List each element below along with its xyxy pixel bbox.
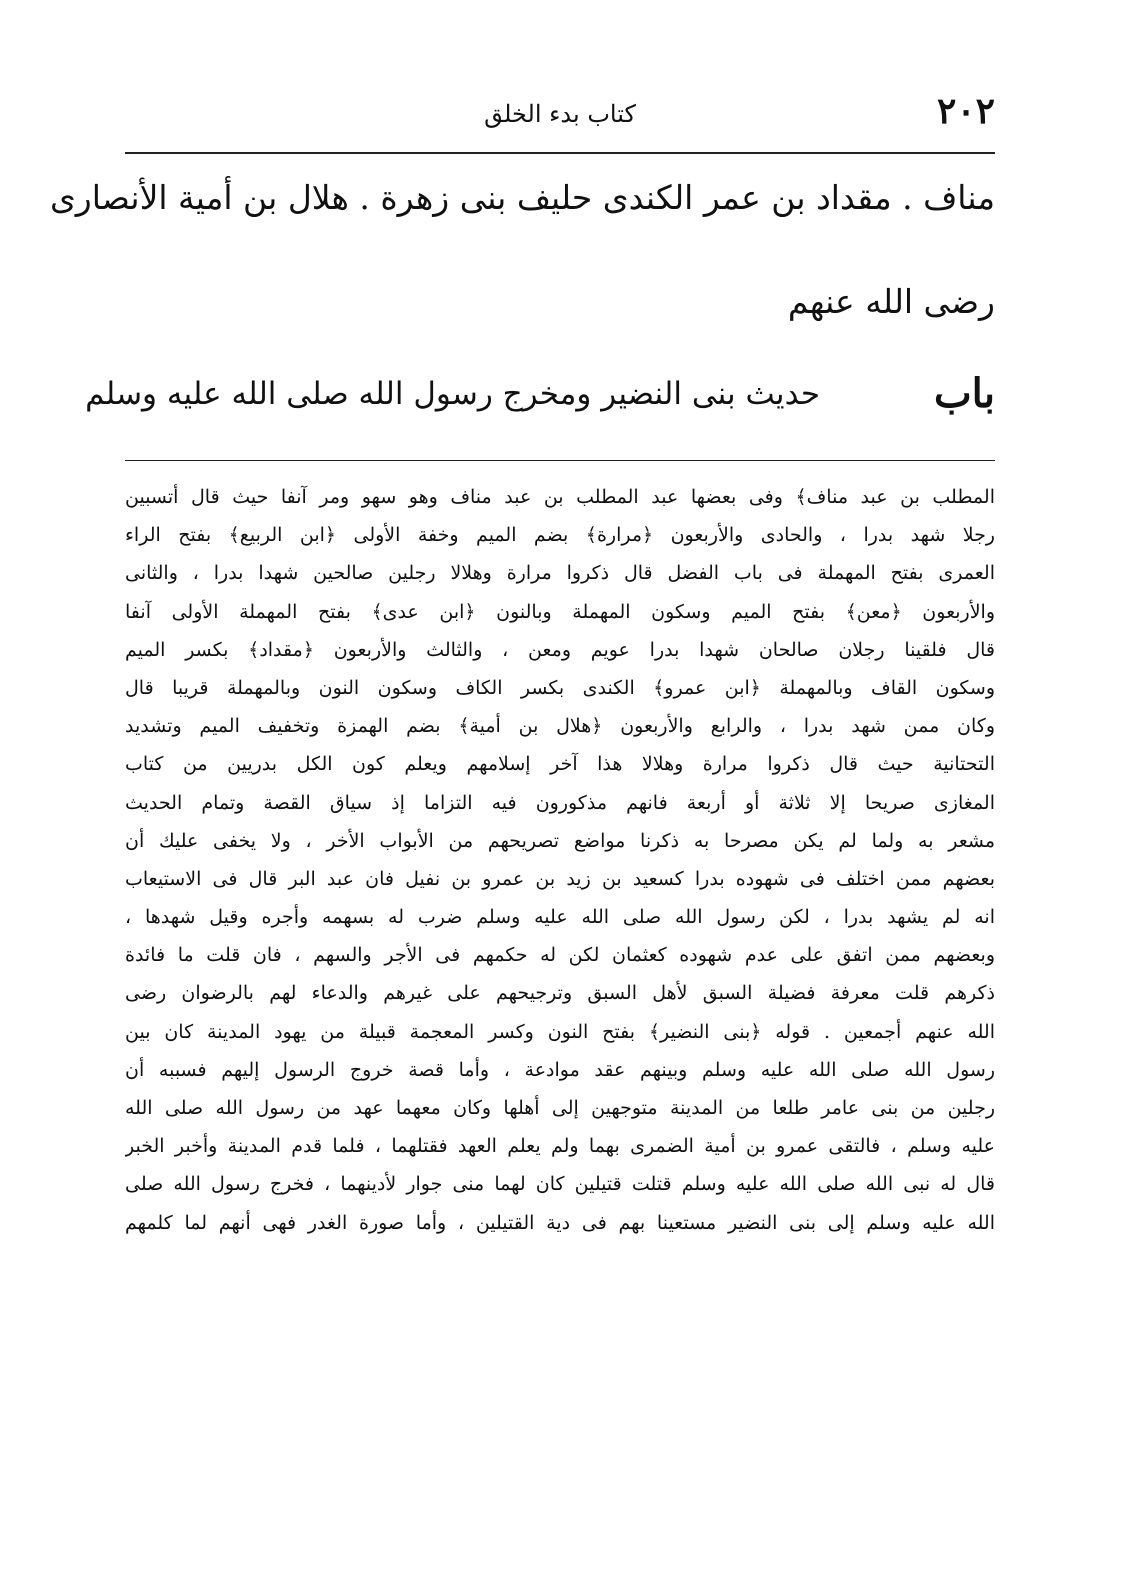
commentary-line: المغازى صريحا إلا ثلاثة أو أربعة فانهم مذكورون فيه التزاما إذ سياق القصة وتمام الحديث xyxy=(125,791,995,814)
running-title: كتاب بدء الخلق xyxy=(484,100,636,128)
commentary-line: الله عليه وسلم إلى بنى النضير مستعينا بهم فى دية القتيلين ، وأما صورة الغدر فهى أنهم لما كلمهم xyxy=(125,1211,995,1234)
commentary-line: رسول الله صلى الله عليه وسلم وبينهم عقد موادعة ، وأما قصة خروج الرسول إليهم فسببه أن xyxy=(125,1058,995,1081)
main-text-line-2: رضى الله عنهم xyxy=(787,282,995,321)
commentary-line: رجلين من بنى عامر طلعا من المدينة متوجهين إلى أهلها وكان معهما عهد من رسول الله صلى الله xyxy=(125,1097,995,1119)
commentary-line: مشعر به ولما لم يكن مصرحا به ذكرنا مواضع تصريحهم من الأبواب الأخر ، ولا يخفى عليك أن xyxy=(125,829,995,852)
chapter-heading xyxy=(85,370,995,442)
commentary-line: وسكون القاف وبالمهملة ﴿ابن عمرو﴾ الكندى بكسر الكاف وسكون النون وبالمهملة قريبا قال xyxy=(125,676,995,699)
commentary xyxy=(125,478,995,1242)
section-divider xyxy=(125,460,995,461)
commentary-line: المطلب بن عبد مناف﴾ وفى بعضها عبد المطلب بن عبد مناف وهو سهو ومر آنفا حيث قال أتسبين xyxy=(125,486,995,508)
header-rule xyxy=(125,152,995,154)
commentary-line: ذكرهم قلت معرفة فضيلة السبق لأهل السبق وترجيحهم على غيرهم والدعاء لهم بالرضوان رضى xyxy=(125,982,995,1005)
main-text-line-1: مناف . مقداد بن عمر الكندى حليف بنى زهرة . هلال بن أمية الأنصارى xyxy=(49,178,995,217)
commentary-line: رجلا شهد بدرا ، والحادى والأربعون ﴿مرارة﴾ بضم الميم وخفة الأولى ﴿ابن الربيع﴾ بفتح الراء xyxy=(125,524,995,547)
commentary-line: وبعضهم ممن اتفق على عدم شهوده كعثمان لكن له حكمهم فى الأجر والسهم ، فان قلت ما فائدة xyxy=(125,944,995,967)
chapter-title: حديث بنى النضير ومخرج رسول الله صلى الله عليه وسلم xyxy=(85,376,820,412)
commentary-line: العمرى بفتح المهملة فى باب الفضل قال ذكروا مرارة وهلالا رجلين صالحين شهدا بدرا ، والثانى xyxy=(125,562,995,585)
commentary-line: وكان ممن شهد بدرا ، والرابع والأربعون ﴿هلال بن أمية﴾ بضم الهمزة وتخفيف الميم وتشديد xyxy=(125,715,995,738)
page-number: ٢٠٢ xyxy=(936,90,995,132)
page-header xyxy=(125,90,995,150)
chapter-label: باب xyxy=(934,370,995,417)
commentary-line: قال له نبى الله صلى الله عليه وسلم قتلت قتيلين كان لهما منى جوار لأدينهما ، فخرج رسول الله صلى xyxy=(125,1173,995,1196)
commentary-line: انه لم يشهد بدرا ، لكن رسول الله صلى الله عليه وسلم ضرب له بسهمه وأجره وقيل شهدها ، xyxy=(125,906,995,929)
commentary-line: عليه وسلم ، فالتقى عمرو بن أمية الضمرى بهما ولم يعلم العهد فقتلهما ، فلما قدم المدينة وأخبر الخبر xyxy=(125,1135,995,1158)
commentary-line: والأربعون ﴿معن﴾ بفتح الميم وسكون المهملة وبالنون ﴿ابن عدى﴾ بفتح المهملة الأولى آنفا xyxy=(125,600,995,623)
commentary-line: التحتانية حيث قال ذكروا مرارة وهلالا هذا آخر إسلامهم ويعلم كون الكل بدريين من كتاب xyxy=(125,753,995,776)
commentary-line: قال فلقينا رجلان صالحان شهدا بدرا عويم ومعن ، والثالث والأربعون ﴿مقداد﴾ بكسر الميم xyxy=(125,638,995,661)
commentary-line: بعضهم ممن اختلف فى شهوده بدرا كسعيد بن زيد بن عمرو بن نفيل فان عبد البر قال فى الاستيعاب xyxy=(125,867,995,890)
commentary-line: الله عنهم أجمعين . قوله ﴿بنى النضير﴾ بفتح النون وكسر المعجمة قبيلة من يهود المدينة كان بين xyxy=(125,1020,995,1043)
